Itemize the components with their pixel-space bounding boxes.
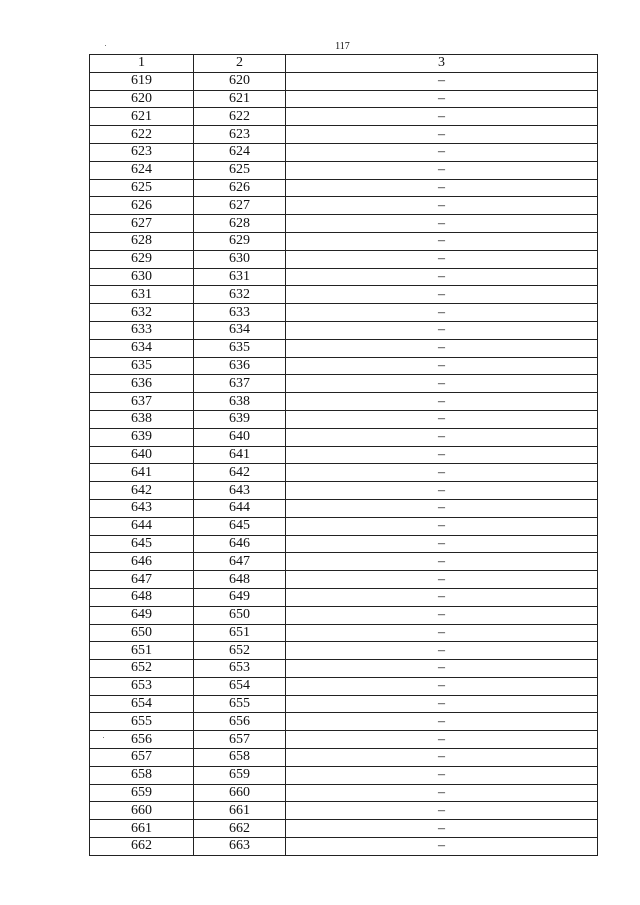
table-cell-col-3: – <box>286 268 598 286</box>
table-cell-col-3: – <box>286 410 598 428</box>
table-row <box>90 571 598 589</box>
table-cell-col-2: 629 <box>194 232 286 250</box>
table-cell-col-1: 638 <box>90 410 194 428</box>
table-cell-col-2: 630 <box>194 250 286 268</box>
table-row <box>90 553 598 571</box>
table-cell-col-2: 643 <box>194 482 286 500</box>
table-cell-col-2: 654 <box>194 677 286 695</box>
table-cell-col-1: 631 <box>90 286 194 304</box>
table-cell-col-1: 658 <box>90 766 194 784</box>
table-cell-col-1: 640 <box>90 446 194 464</box>
table-cell-col-1: 647 <box>90 571 194 589</box>
table-cell-col-1: 645 <box>90 535 194 553</box>
table-cell-col-1: 635 <box>90 357 194 375</box>
table-cell-col-3: – <box>286 802 598 820</box>
table-cell-col-2: 625 <box>194 161 286 179</box>
table-row <box>90 215 598 233</box>
table-row <box>90 339 598 357</box>
table-row <box>90 375 598 393</box>
table-cell-col-2: 626 <box>194 179 286 197</box>
table-row <box>90 250 598 268</box>
table-cell-col-1: 646 <box>90 553 194 571</box>
table-cell-col-1: 655 <box>90 713 194 731</box>
column-header-3: 3 <box>286 55 598 73</box>
table-cell-col-3: – <box>286 499 598 517</box>
table-cell-col-3: – <box>286 517 598 535</box>
table-row <box>90 624 598 642</box>
scan-speck <box>105 45 106 46</box>
table-cell-col-2: 631 <box>194 268 286 286</box>
table-cell-col-3: – <box>286 838 598 856</box>
table-cell-col-1: 661 <box>90 820 194 838</box>
table-cell-col-2: 659 <box>194 766 286 784</box>
table-cell-col-3: – <box>286 535 598 553</box>
table-cell-col-1: 626 <box>90 197 194 215</box>
table-row <box>90 232 598 250</box>
table-cell-col-2: 635 <box>194 339 286 357</box>
table-cell-col-3: – <box>286 446 598 464</box>
table-cell-col-1: 628 <box>90 232 194 250</box>
table-cell-col-2: 639 <box>194 410 286 428</box>
table-row <box>90 90 598 108</box>
table-row <box>90 642 598 660</box>
table-cell-col-2: 647 <box>194 553 286 571</box>
table-row <box>90 731 598 749</box>
table-cell-col-3: – <box>286 677 598 695</box>
table-cell-col-2: 632 <box>194 286 286 304</box>
table-row <box>90 428 598 446</box>
table-cell-col-1: 634 <box>90 339 194 357</box>
table-cell-col-3: – <box>286 820 598 838</box>
table-cell-col-3: – <box>286 660 598 678</box>
table-cell-col-1: 639 <box>90 428 194 446</box>
table-row <box>90 143 598 161</box>
table-cell-col-3: – <box>286 749 598 767</box>
table-row <box>90 304 598 322</box>
table-cell-col-1: 649 <box>90 606 194 624</box>
table-cell-col-2: 661 <box>194 802 286 820</box>
table-cell-col-3: – <box>286 624 598 642</box>
table-row <box>90 446 598 464</box>
table-row <box>90 784 598 802</box>
table-cell-col-1: 627 <box>90 215 194 233</box>
table-cell-col-2: 653 <box>194 660 286 678</box>
table-cell-col-1: 660 <box>90 802 194 820</box>
table-cell-col-3: – <box>286 90 598 108</box>
table-cell-col-1: 651 <box>90 642 194 660</box>
table-cell-col-1: 643 <box>90 499 194 517</box>
table-row <box>90 838 598 856</box>
table-row <box>90 766 598 784</box>
table-cell-col-2: 657 <box>194 731 286 749</box>
table-cell-col-3: – <box>286 428 598 446</box>
table-row <box>90 410 598 428</box>
table-cell-col-2: 640 <box>194 428 286 446</box>
table-cell-col-2: 620 <box>194 72 286 90</box>
data-table <box>89 54 598 856</box>
table-cell-col-1: 653 <box>90 677 194 695</box>
table-cell-col-2: 656 <box>194 713 286 731</box>
table-row <box>90 820 598 838</box>
table-row <box>90 161 598 179</box>
table-cell-col-2: 658 <box>194 749 286 767</box>
table-cell-col-1: 657 <box>90 749 194 767</box>
table-cell-col-1: 633 <box>90 321 194 339</box>
table-cell-col-2: 623 <box>194 126 286 144</box>
table-cell-col-2: 622 <box>194 108 286 126</box>
table-cell-col-1: 632 <box>90 304 194 322</box>
table-cell-col-2: 636 <box>194 357 286 375</box>
table-cell-col-2: 634 <box>194 321 286 339</box>
table-cell-col-3: – <box>286 375 598 393</box>
table-row <box>90 695 598 713</box>
table-cell-col-3: – <box>286 642 598 660</box>
table-cell-col-3: – <box>286 232 598 250</box>
table-cell-col-3: – <box>286 731 598 749</box>
table-cell-col-1: 624 <box>90 161 194 179</box>
table-cell-col-1: 622 <box>90 126 194 144</box>
page-number: 117 <box>335 41 350 52</box>
table-cell-col-3: – <box>286 339 598 357</box>
table-body <box>90 55 598 856</box>
table-cell-col-3: – <box>286 606 598 624</box>
table-cell-col-3: – <box>286 393 598 411</box>
table-row <box>90 393 598 411</box>
table-cell-col-2: 648 <box>194 571 286 589</box>
table-cell-col-2: 650 <box>194 606 286 624</box>
header-row <box>90 55 598 73</box>
table-cell-col-2: 637 <box>194 375 286 393</box>
table-cell-col-3: – <box>286 197 598 215</box>
table-cell-col-3: – <box>286 482 598 500</box>
table-cell-col-2: 646 <box>194 535 286 553</box>
table-row <box>90 606 598 624</box>
table-cell-col-2: 633 <box>194 304 286 322</box>
table-cell-col-2: 627 <box>194 197 286 215</box>
table-cell-col-1: 662 <box>90 838 194 856</box>
table-row <box>90 749 598 767</box>
table-cell-col-2: 651 <box>194 624 286 642</box>
table-cell-col-1: 652 <box>90 660 194 678</box>
table-cell-col-2: 641 <box>194 446 286 464</box>
table-row <box>90 517 598 535</box>
table-row <box>90 72 598 90</box>
table-cell-col-3: – <box>286 571 598 589</box>
table-cell-col-2: 628 <box>194 215 286 233</box>
table-row <box>90 108 598 126</box>
table-cell-col-3: – <box>286 250 598 268</box>
table-cell-col-3: – <box>286 713 598 731</box>
table-row <box>90 499 598 517</box>
table-cell-col-3: – <box>286 286 598 304</box>
table-row <box>90 535 598 553</box>
table-cell-col-1: 650 <box>90 624 194 642</box>
table-cell-col-2: 663 <box>194 838 286 856</box>
table-cell-col-1: 644 <box>90 517 194 535</box>
table-row <box>90 588 598 606</box>
table-row <box>90 286 598 304</box>
table-row <box>90 197 598 215</box>
table-row <box>90 357 598 375</box>
table-cell-col-3: – <box>286 464 598 482</box>
table-row <box>90 321 598 339</box>
table-cell-col-2: 624 <box>194 143 286 161</box>
table-cell-col-2: 645 <box>194 517 286 535</box>
table-cell-col-2: 638 <box>194 393 286 411</box>
column-header-2: 2 <box>194 55 286 73</box>
table-cell-col-1: 637 <box>90 393 194 411</box>
table-cell-col-2: 649 <box>194 588 286 606</box>
table-cell-col-3: – <box>286 766 598 784</box>
table-cell-col-3: – <box>286 126 598 144</box>
table-cell-col-3: – <box>286 108 598 126</box>
table-cell-col-3: – <box>286 321 598 339</box>
table-cell-col-2: 655 <box>194 695 286 713</box>
table-row <box>90 464 598 482</box>
table-cell-col-3: – <box>286 179 598 197</box>
table-cell-col-1: 636 <box>90 375 194 393</box>
table-cell-col-1: 621 <box>90 108 194 126</box>
table-cell-col-1: 641 <box>90 464 194 482</box>
table-cell-col-1: 619 <box>90 72 194 90</box>
table-cell-col-3: – <box>286 304 598 322</box>
table-cell-col-3: – <box>286 553 598 571</box>
table-cell-col-2: 662 <box>194 820 286 838</box>
table-row <box>90 713 598 731</box>
table-cell-col-2: 644 <box>194 499 286 517</box>
table-cell-col-1: 629 <box>90 250 194 268</box>
table-row <box>90 660 598 678</box>
table-row <box>90 268 598 286</box>
table-cell-col-1: 659 <box>90 784 194 802</box>
table-cell-col-3: – <box>286 161 598 179</box>
table-cell-col-2: 642 <box>194 464 286 482</box>
table-cell-col-1: 648 <box>90 588 194 606</box>
table-cell-col-2: 621 <box>194 90 286 108</box>
table-cell-col-3: – <box>286 588 598 606</box>
table-row <box>90 802 598 820</box>
table-row <box>90 126 598 144</box>
table-row <box>90 179 598 197</box>
table-row <box>90 677 598 695</box>
table-cell-col-1: 656 <box>90 731 194 749</box>
table-cell-col-1: 620 <box>90 90 194 108</box>
table-cell-col-3: – <box>286 784 598 802</box>
table-cell-col-2: 652 <box>194 642 286 660</box>
table-cell-col-2: 660 <box>194 784 286 802</box>
table-cell-col-3: – <box>286 72 598 90</box>
table-cell-col-1: 625 <box>90 179 194 197</box>
table-cell-col-3: – <box>286 215 598 233</box>
table-cell-col-1: 642 <box>90 482 194 500</box>
table-cell-col-3: – <box>286 695 598 713</box>
table-cell-col-1: 623 <box>90 143 194 161</box>
table-cell-col-1: 630 <box>90 268 194 286</box>
table-row <box>90 482 598 500</box>
table-cell-col-3: – <box>286 357 598 375</box>
table-cell-col-1: 654 <box>90 695 194 713</box>
table-cell-col-3: – <box>286 143 598 161</box>
column-header-1: 1 <box>90 55 194 73</box>
